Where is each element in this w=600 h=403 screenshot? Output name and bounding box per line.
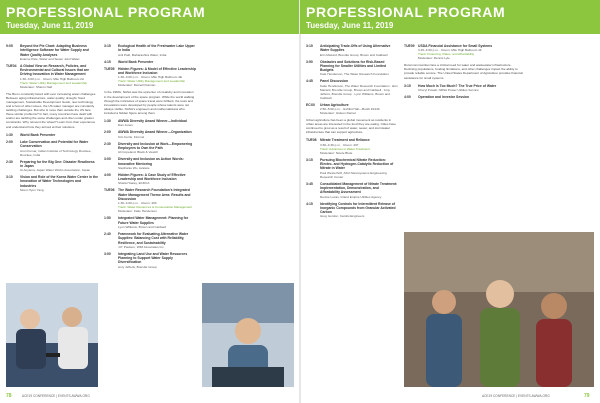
session-presenter: Katie Henderson, The Water Research Foundation · Erin Mazard, Brendle Group, Brown and Caldwell · Amy Jefferis, Brendle Group · Lynn Williams, Brown and Caldwell: [320, 83, 398, 100]
session-entry: [104, 173, 196, 186]
session-description: In the 1960s, NASA was the epicenter of creativity and innovation in the development of the space program. While the world walking through the intricacies of space travel were brilliant, the tools and innovations were developed by people whose talents were not always visible. NASA's engineers and mathematicians who included a hidden figure among them.: [104, 90, 195, 115]
session-entry: [6, 64, 98, 89]
session-entry: [6, 175, 98, 192]
session-entry: [306, 44, 398, 57]
session-title: Integrated Water Management: Planning for Future Water Supplies: [118, 216, 189, 225]
right-page: [300, 0, 600, 403]
session-time: 1:30: [6, 132, 13, 137]
session-presenter: Sheila Hoaley, ECDCA: [118, 181, 150, 186]
session-presenter: Lynn Williams, Brown and Caldwell: [118, 224, 167, 229]
session-code: TUE08: [306, 138, 317, 143]
session-title: Beyond the Pie Chart: Adapting Business Intelligence Software for Water Supply and Water Quality Analyses: [20, 44, 89, 57]
session-time: 4:00: [404, 94, 411, 99]
session-code: ECX0: [306, 102, 315, 107]
session-time: 3:45: [306, 181, 313, 186]
session-entry: [104, 232, 196, 249]
session-track: Track: Water Utility Management and Leadership: [20, 80, 88, 85]
photo-audience: [404, 232, 594, 387]
session-entry: [6, 133, 98, 137]
photo-panel-speakers: [6, 283, 98, 387]
session-time: 3:15: [306, 157, 313, 162]
session-entry: [104, 119, 196, 127]
session-entry: [104, 142, 196, 155]
session-presenter: Moon Hyun Yang: [20, 188, 44, 192]
page-date-right: Tuesday, June 11, 2019: [306, 21, 394, 30]
session-time: 2:00: [6, 139, 13, 144]
session-entry: [306, 60, 398, 77]
session-presenter: Dan Jones: [118, 123, 133, 128]
session-entry: [104, 188, 196, 213]
session-presenter: Denise Lucas, Inland Empire Utilities Agency: [320, 194, 382, 199]
session-time: 1:50: [104, 216, 111, 221]
session-title: Integrating Land Use and Water Resources Planning to Support Water Supply Diversification: [118, 251, 188, 265]
session-time: 1:30: [104, 119, 111, 124]
session-title: The Water Research Foundation's Integrated Water Management Theme Area: Results and Discussion: [118, 188, 191, 202]
session-time: 3:15: [404, 83, 411, 88]
session-title: Framework for Evaluating Alternative Water Supplies: Balancing Cost with Reliability, Resilience, and Sustainability: [118, 231, 189, 245]
session-track: Track: Water Resources & Conservation Management: [118, 205, 193, 210]
session-entry: [404, 44, 524, 60]
session-title: AWWA Diversity Award Winner—Individual: [118, 119, 187, 124]
session-track: Track: Financing, Rates, and Affordability: [418, 52, 475, 57]
session-room: 1:30–3:00 p.m. · Room: Mile High Ballroom 4E: [118, 75, 182, 80]
session-presenter: Ai Aoyama, Japan Water Works Association, Japan: [20, 168, 91, 173]
session-time: 9:05: [6, 44, 13, 48]
session-time: 3:50: [306, 59, 313, 64]
session-time: 3:00: [104, 251, 111, 256]
session-entry: [404, 84, 524, 92]
session-entry: [104, 157, 196, 170]
session-entry: [306, 103, 398, 115]
session-time: 2:30: [6, 159, 13, 164]
session-entry: [104, 216, 196, 229]
session-room: 3:15–4:00 p.m. · Room: Mile High Ballroom 4F: [418, 48, 482, 53]
session-room: 1:30–4:00 p.m. · Room: 403: [118, 201, 157, 206]
session-title: Hidden Figures: A Model of Effective Leadership and Workforce Inclusion: [118, 66, 196, 76]
page-header-right: [300, 0, 600, 34]
session-title: Nitrate Treatment and Reliance: [320, 138, 370, 143]
session-time: 4:45: [306, 79, 313, 84]
session-entry: [404, 95, 524, 99]
session-title: Pursuing Biochemical Nitrate Reduction: Electro- and Hydrogen-Catalytic Reduction of Nitrate in Water: [320, 157, 394, 171]
page-header-left: [0, 0, 300, 34]
session-description: Rural communities face a critical need for water and wastewater infrastructure. Declining populations, funding limitations, and other challenges impact the ability to provide reliable service. The United States Department of Agriculture provides financial assistance for small systems.: [404, 63, 523, 80]
page-number-right: 79: [584, 393, 590, 399]
session-description: Urban agriculture has been a global movement as residents in urban areas are interested in the food they are eating. Cities have continued to grow as a result of water, sewer, and stormwater infrastructure that can support agriculture.: [306, 118, 396, 135]
session-room: 3:30–4:30 p.m. · Room: 407: [320, 142, 359, 147]
session-presenter: Amy Jefferis, Brendle Group: [118, 264, 157, 269]
session-presenter: Anil Patil, Maharashtra Water, India: [118, 52, 167, 57]
session-time: 3:15: [306, 44, 313, 48]
session-code: TUE06: [104, 188, 115, 193]
photo-audience-image: [404, 232, 594, 387]
session-entry: [306, 182, 398, 199]
session-title: Preparing for the Big One: Disaster Readiness in Japan: [20, 159, 95, 168]
session-time: 2:00: [104, 130, 111, 135]
session-time: 3:00: [104, 157, 111, 162]
session-presenter: Stephanie Wu, Avatare: [118, 165, 150, 170]
session-room: 2:50–5:00 p.m. · Exhibit Hall—Booth #1440: [320, 107, 380, 112]
session-title: Identifying Controls for Intermittent Release of Inorganic Compounds from Granular Activated Carbon: [320, 201, 396, 215]
session-title: Consolidated Management of Nitrate Treatment: Implementation, Demonstration, and Affordability Assessment: [320, 181, 398, 195]
right-column-1: [306, 44, 398, 221]
page-title-right: PROFESSIONAL PROGRAM: [306, 4, 506, 20]
left-column-1: [6, 44, 98, 195]
session-entry: [306, 202, 398, 219]
session-entry: [306, 158, 398, 179]
session-presenter: Arun Kumar, Indian Institute of Technology Roorkee, Roorkee, India: [20, 148, 92, 157]
right-column-2: [404, 44, 524, 102]
footer-text-left: ACE19 CONFERENCE | EVENTS.AWWA.ORG: [22, 394, 90, 398]
session-presenter: Cheryl Powell, NDSA Power Utilities Service: [418, 87, 479, 92]
session-title: Lake Conservation and Potential for Water Conservation: [20, 139, 89, 149]
session-moderator: Moderator: Dennis Lyle: [418, 56, 450, 61]
photo-panel-speakers-image: [6, 283, 98, 387]
session-room: 1:30–3:00 p.m. · Room: Mile High Ballroom 2A: [20, 76, 84, 81]
session-title: Operation and Investor Session: [418, 94, 470, 99]
session-title: Obstacles and Solutions for Risk-Based Planning for Smaller Utilities and Limited Budgets: [320, 59, 387, 73]
session-entry: [6, 44, 98, 61]
session-entry: [104, 130, 196, 138]
session-title: AWWA Diversity Award Winner—Organization: [118, 130, 192, 135]
session-moderator: Moderator: Gideon Darnel: [320, 111, 356, 116]
session-presenter: Kim Ferris, Kimmel: [118, 134, 145, 139]
session-entry: [6, 160, 98, 173]
session-presenter: Ali Copeland, Black & Veatch: [118, 150, 159, 155]
session-track: Track: Advances in Water Treatment: [320, 146, 370, 151]
page-number-left: 78: [6, 393, 12, 399]
session-presenter: Greg Gordon, Carollo Engineers: [320, 214, 365, 219]
session-code: TUE05: [104, 66, 115, 71]
session-time: 4:00: [104, 172, 111, 177]
session-presenter: Erin Mazard, Brendle Group, Brown and Caldwell: [320, 52, 388, 57]
session-time: 4:15: [104, 59, 111, 64]
footer-left: [0, 392, 300, 403]
session-entry: [104, 44, 196, 57]
session-presenter: J.P. Paulson, WIM Associates Inc.: [118, 244, 165, 249]
session-title: USDA Financial Assistance for Small Systems: [418, 44, 493, 48]
left-column-2: [104, 44, 196, 272]
session-time: 4:15: [306, 201, 313, 206]
session-moderator: Moderator: Nicole Blute: [320, 150, 353, 155]
session-time: 2:30: [104, 141, 111, 146]
session-title: Urban Agriculture: [320, 102, 349, 107]
session-track: Track: Water Utility Management and Leadership: [118, 79, 186, 84]
session-entry: [6, 140, 98, 157]
session-title: Hidden Figures: A Case Study of Effective Leadership and Workforce Inclusion: [118, 172, 186, 182]
session-title: Anticipating Trade-Offs of Using Alternative Water Supplies: [320, 44, 391, 53]
session-entry: [306, 138, 398, 154]
session-title: World Bank Presenter: [118, 59, 154, 64]
footer-right: [300, 392, 600, 403]
session-entry: [306, 79, 398, 99]
session-presenter: Evanne Pate, Water and Sewer Joint Water: [20, 56, 80, 61]
session-code: TUE04: [6, 63, 17, 68]
page-title-left: PROFESSIONAL PROGRAM: [6, 4, 206, 20]
session-time: 3:15: [104, 44, 111, 48]
session-title: Panel Discussion: [320, 79, 349, 84]
session-title: Diversity and Inclusion at Work—Empowering Employees to Own the Path: [118, 141, 193, 150]
session-title: Ecological Health of the Freshwater Lake Upper in India: [118, 44, 195, 53]
session-moderator: Moderator: Katie Henderson: [118, 209, 157, 214]
session-code: TUE09: [404, 44, 415, 48]
session-time: 2:40: [104, 231, 111, 236]
session-title: Vision and Role of the Korea Water Center in the Innovation of Water Technologies and Industries: [20, 175, 98, 188]
footer-text-right: ACE19 CONFERENCE | EVENTS.AWWA.ORG: [482, 394, 550, 398]
session-description: The Bio is constantly faced with ever increasing water challenges. Between aging infrastructure, water quality, drought, flood management, Sustainable Development Goals, new technology and a host of other issues, the US water manager are constantly tackling challenges. But who is more than outside the US face these similar problems? In fact, many countries have dealt with and/or are tackling the same challenges and often under greater constraints. Why reinvent the wheel? Learn from their experience and understand how they arrived at their solutions.: [6, 91, 97, 129]
session-entry: [104, 60, 196, 64]
photo-conference-attendee-image: [202, 283, 294, 387]
session-moderator: Moderator: Darnell Donnan: [118, 83, 156, 88]
session-title: A Global View on Research, Policies, and Environmental and Cultural Issues that are Driving Innovation in Water Management: [20, 63, 89, 77]
session-presenter: Kate Henderson, The Water Research Foundation: [320, 72, 389, 77]
session-moderator: Moderator: Sharon Nall: [20, 84, 52, 89]
session-presenter: Paul Westerhoff, ASU Nanosystems Engineering Research Center: [320, 170, 387, 179]
session-entry: [104, 67, 196, 88]
session-time: 3:10: [6, 175, 13, 180]
session-title: How Much Is Too Much? The True Price of Water: [418, 83, 497, 88]
session-title: Diversity and Inclusion as Action Words: Innovative Mentoring: [118, 157, 184, 166]
session-entry: [104, 252, 196, 269]
photo-conference-attendee: [202, 283, 294, 387]
session-title: World Bank Presenter: [20, 132, 56, 137]
page-date-left: Tuesday, June 11, 2019: [6, 21, 94, 30]
